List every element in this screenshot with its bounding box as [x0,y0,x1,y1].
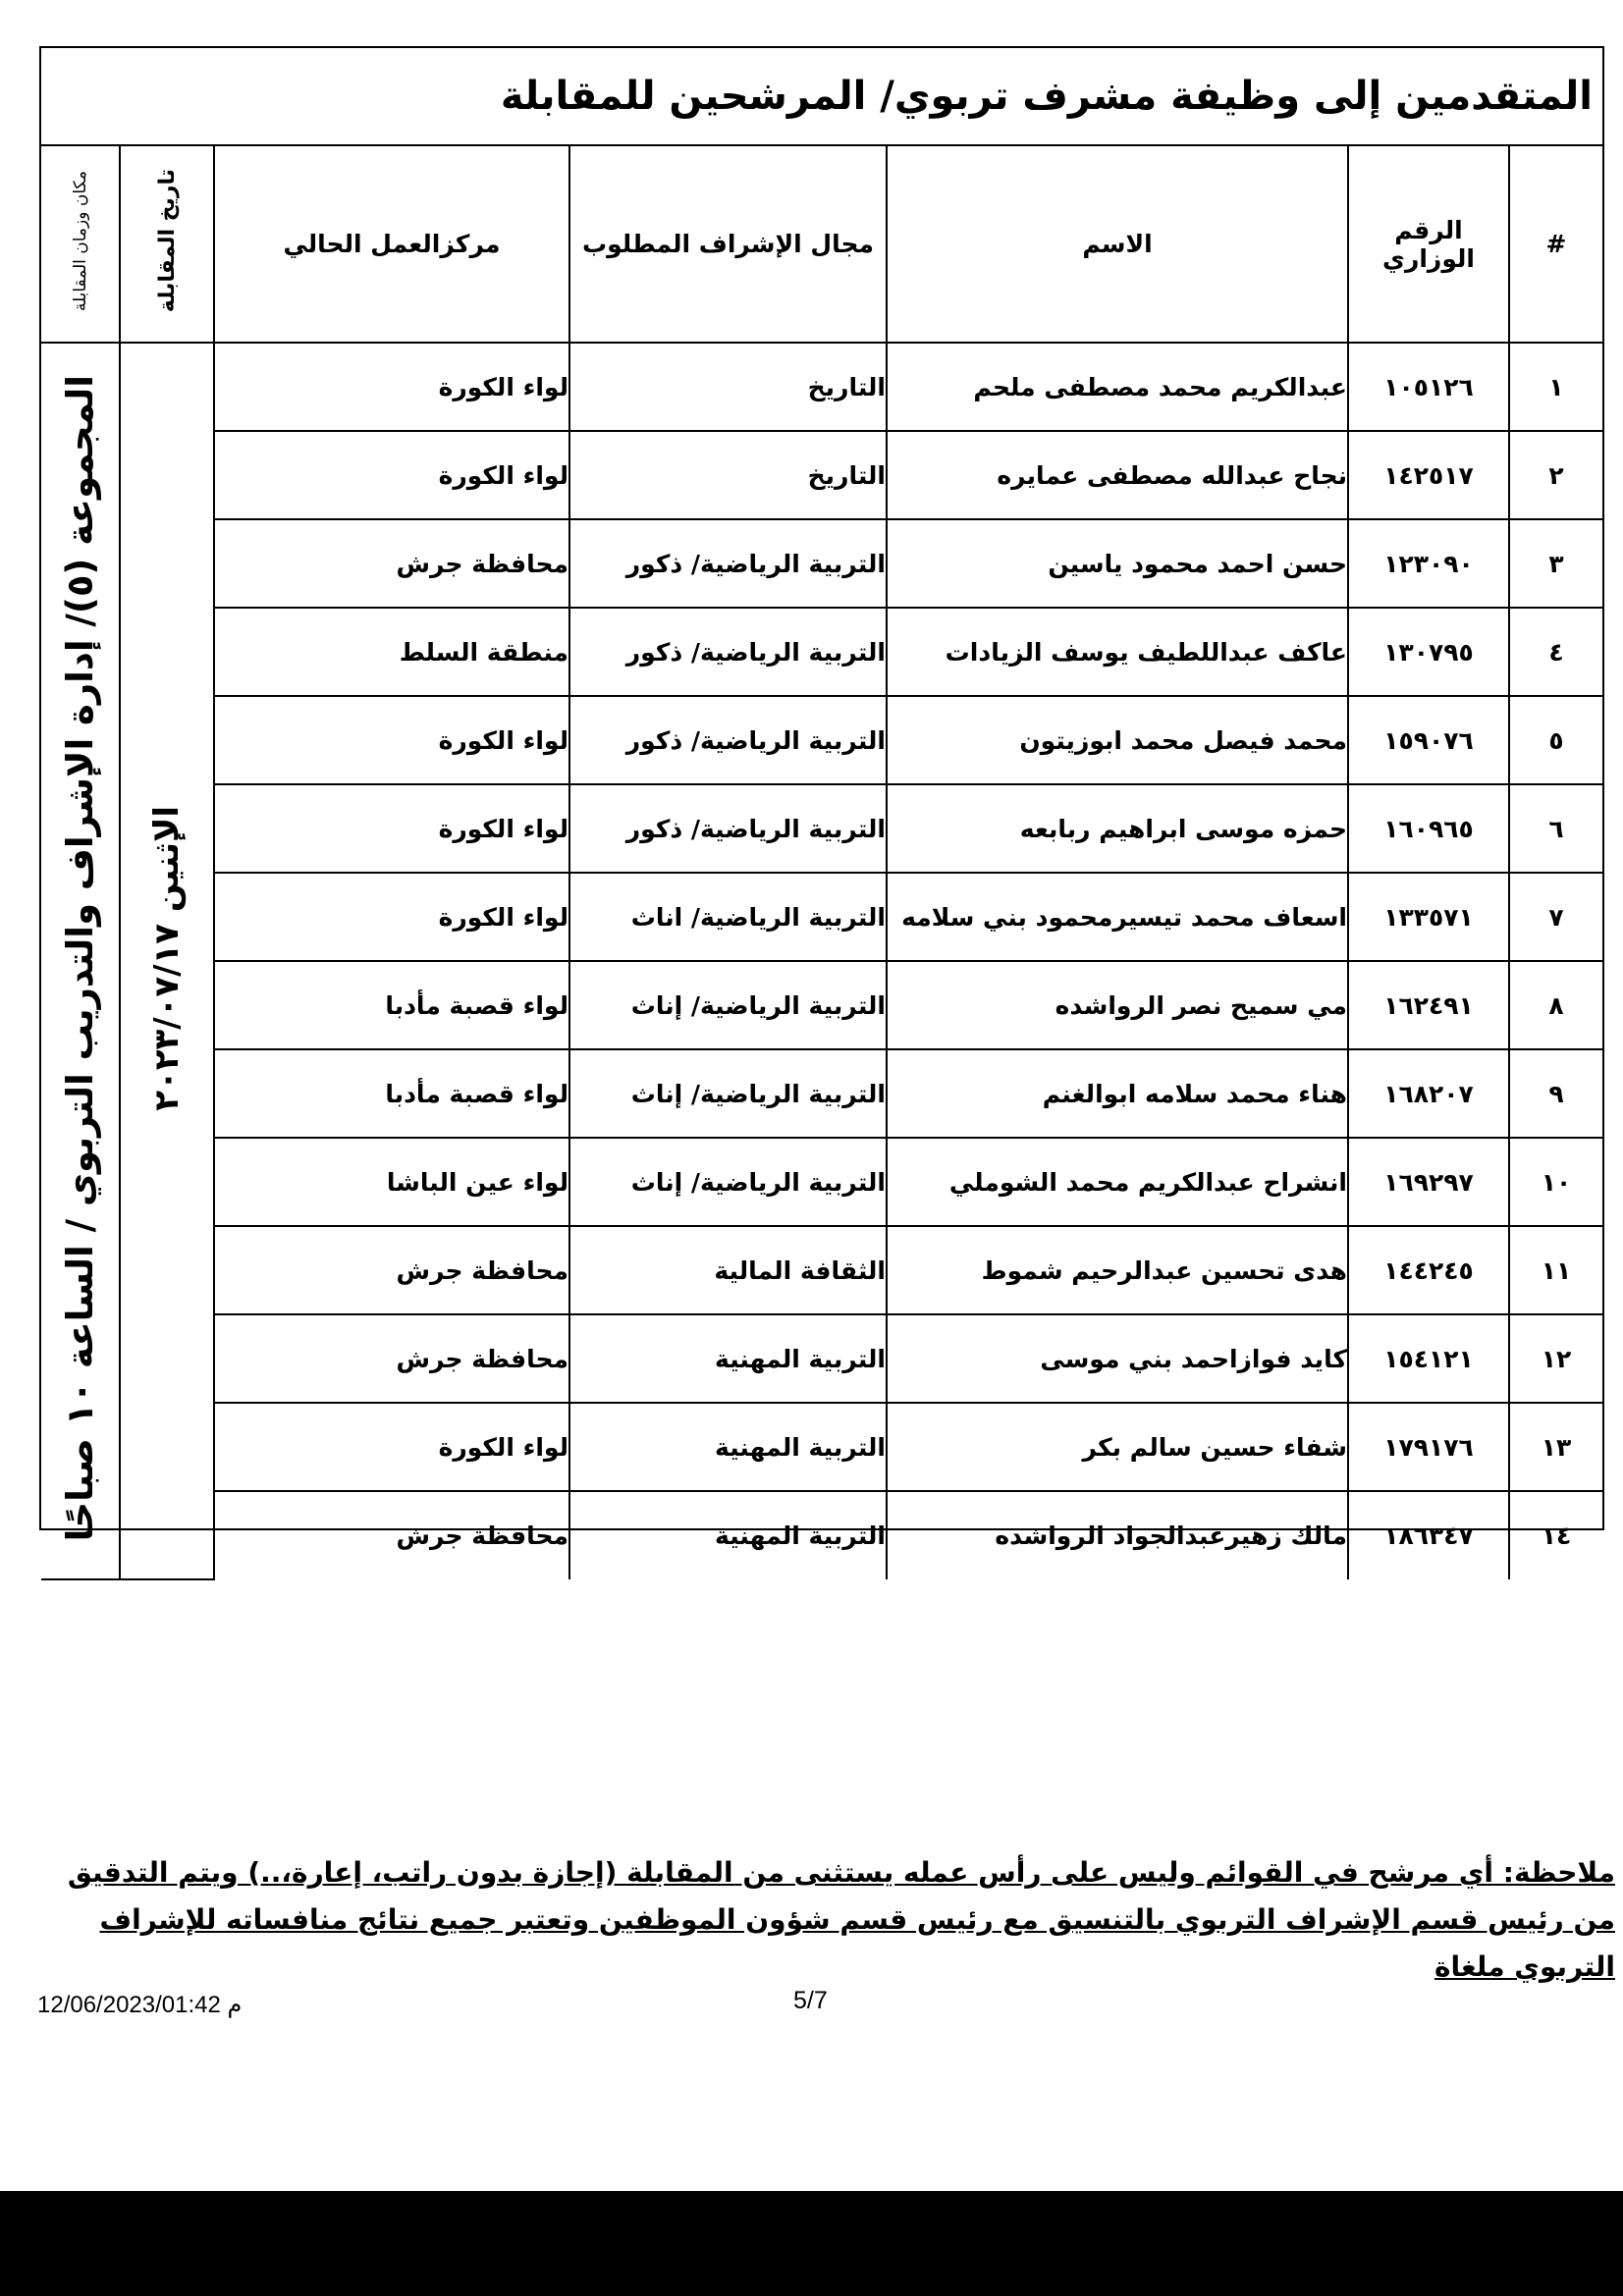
header-row [41,146,1602,343]
interview-date-cell [120,343,214,1579]
row-name: اسعاف محمد تيسيرمحمود بني سلامه [887,873,1348,961]
header-num: # [1509,146,1602,343]
table-row [41,784,1602,873]
table-row [41,1049,1602,1138]
row-workplace: محافظة جرش [214,519,569,608]
row-name: مالك زهيرعبدالجواد الرواشده [887,1491,1348,1579]
header-place-label: مكان وزمان المقابلة [70,170,90,312]
row-workplace: محافظة جرش [214,1226,569,1314]
row-number: ٦ [1509,784,1602,873]
row-workplace: محافظة جرش [214,1314,569,1403]
row-name: مي سميح نصر الرواشده [887,961,1348,1049]
row-name: عبدالكريم محمد مصطفى ملحم [887,343,1348,431]
table-row [41,873,1602,961]
row-workplace: لواء الكورة [214,1403,569,1491]
row-field: التربية المهنية [569,1314,887,1403]
row-workplace: لواء الكورة [214,343,569,431]
note-text: ملاحظة: أي مرشح في القوائم وليس على رأس عمله يستثنى من المقابلة (إجازة بدون راتب، إعارة،..) ويتم التدقيق من رئيس قسم الإشراف التربوي بالتنسيق مع رئيس قسم شؤون الموظفين وتعتبر جميع نتائج منافساته للإشراف التربوي ملغاة [67,1856,1615,1983]
table-row [41,431,1602,519]
row-ministry-id: ١٦٢٤٩١ [1348,961,1509,1049]
row-field: التربية الرياضية/ ذكور [569,608,887,696]
interview-place-cell [41,343,120,1579]
header-id: الرقم الوزاري [1348,146,1509,343]
header-field: مجال الإشراف المطلوب [569,146,887,343]
table-title: المتقدمين إلى وظيفة مشرف تربوي/ المرشحين للمقابلة [41,48,1602,146]
table-row [41,1403,1602,1491]
interview-date: الإثنين ٢٠٢٣/٠٧/١٧ [147,805,187,1111]
row-workplace: منطقة السلط [214,608,569,696]
row-number: ١٠ [1509,1138,1602,1226]
row-ministry-id: ١٣٣٥٧١ [1348,873,1509,961]
row-number: ١٢ [1509,1314,1602,1403]
row-field: التربية الرياضية/ ذكور [569,784,887,873]
row-number: ١٤ [1509,1491,1602,1579]
interview-place-time: المجموعة (٥)/ إدارة الإشراف والتدريب التربوي / الساعة ١٠ صباحًا [59,374,101,1542]
row-number: ٧ [1509,873,1602,961]
row-name: كايد فوازاحمد بني موسى [887,1314,1348,1403]
row-number: ٢ [1509,431,1602,519]
row-ministry-id: ١٧٩١٧٦ [1348,1403,1509,1491]
row-number: ١٣ [1509,1403,1602,1491]
row-number: ٤ [1509,608,1602,696]
row-field: التربية الرياضية/ إناث [569,1049,887,1138]
row-ministry-id: ١٣٠٧٩٥ [1348,608,1509,696]
row-field: التاريخ [569,343,887,431]
row-field: التربية الرياضية/ إناث [569,1138,887,1226]
row-workplace: محافظة جرش [214,1491,569,1579]
row-workplace: لواء عين الباشا [214,1138,569,1226]
header-name: الاسم [887,146,1348,343]
row-ministry-id: ١٢٣٠٩٠ [1348,519,1509,608]
row-workplace: لواء الكورة [214,431,569,519]
row-ministry-id: ١٨٦٣٤٧ [1348,1491,1509,1579]
row-workplace: لواء الكورة [214,873,569,961]
row-number: ١ [1509,343,1602,431]
table-row [41,608,1602,696]
row-name: نجاح عبدالله مصطفى عمايره [887,431,1348,519]
row-workplace: لواء الكورة [214,784,569,873]
header-date [120,146,214,343]
row-field: التربية الرياضية/ إناث [569,961,887,1049]
page-number: 5/7 [793,1987,828,2014]
row-name: هناء محمد سلامه ابوالغنم [887,1049,1348,1138]
row-number: ٥ [1509,696,1602,784]
candidates-table-frame [39,46,1604,1550]
candidates-table [41,146,1602,1580]
row-workplace: لواء قصبة مأدبا [214,1049,569,1138]
row-field: التاريخ [569,431,887,519]
header-work: مركزالعمل الحالي [214,146,569,343]
footer-datetime: 12/06/2023/01:42 م [37,1992,243,2018]
header-date-label: تاريخ المقابلة [154,169,180,313]
row-ministry-id: ١٥٩٠٧٦ [1348,696,1509,784]
scan-black-band [0,2191,1623,2296]
row-name: عاكف عبداللطيف يوسف الزيادات [887,608,1348,696]
row-name: هدى تحسين عبدالرحيم شموط [887,1226,1348,1314]
table-row [41,696,1602,784]
table-row [41,961,1602,1049]
row-number: ٩ [1509,1049,1602,1138]
table-row [41,519,1602,608]
row-ministry-id: ١٦٠٩٦٥ [1348,784,1509,873]
row-ministry-id: ١٦٨٢٠٧ [1348,1049,1509,1138]
row-number: ٣ [1509,519,1602,608]
row-ministry-id: ١٠٥١٢٦ [1348,343,1509,431]
row-field: التربية المهنية [569,1403,887,1491]
row-workplace: لواء الكورة [214,696,569,784]
row-name: انشراح عبدالكريم محمد الشوملي [887,1138,1348,1226]
row-ministry-id: ١٤٤٢٤٥ [1348,1226,1509,1314]
row-field: التربية المهنية [569,1491,887,1579]
table-row [41,1138,1602,1226]
table-row [41,343,1602,431]
row-field: الثقافة المالية [569,1226,887,1314]
row-workplace: لواء قصبة مأدبا [214,961,569,1049]
row-ministry-id: ١٦٩٢٩٧ [1348,1138,1509,1226]
row-ministry-id: ١٥٤١٢١ [1348,1314,1509,1403]
row-field: التربية الرياضية/ ذكور [569,696,887,784]
row-name: حمزه موسى ابراهيم ربابعه [887,784,1348,873]
table-row [41,1226,1602,1314]
row-name: حسن احمد محمود ياسين [887,519,1348,608]
row-name: محمد فيصل محمد ابوزيتون [887,696,1348,784]
row-field: التربية الرياضية/ ذكور [569,519,887,608]
table-row [41,1314,1602,1403]
row-number: ١١ [1509,1226,1602,1314]
row-number: ٨ [1509,961,1602,1049]
row-field: التربية الرياضية/ اناث [569,873,887,961]
table-row [41,1491,1602,1579]
row-ministry-id: ١٤٢٥١٧ [1348,431,1509,519]
row-name: شفاء حسين سالم بكر [887,1403,1348,1491]
header-place [41,146,120,343]
